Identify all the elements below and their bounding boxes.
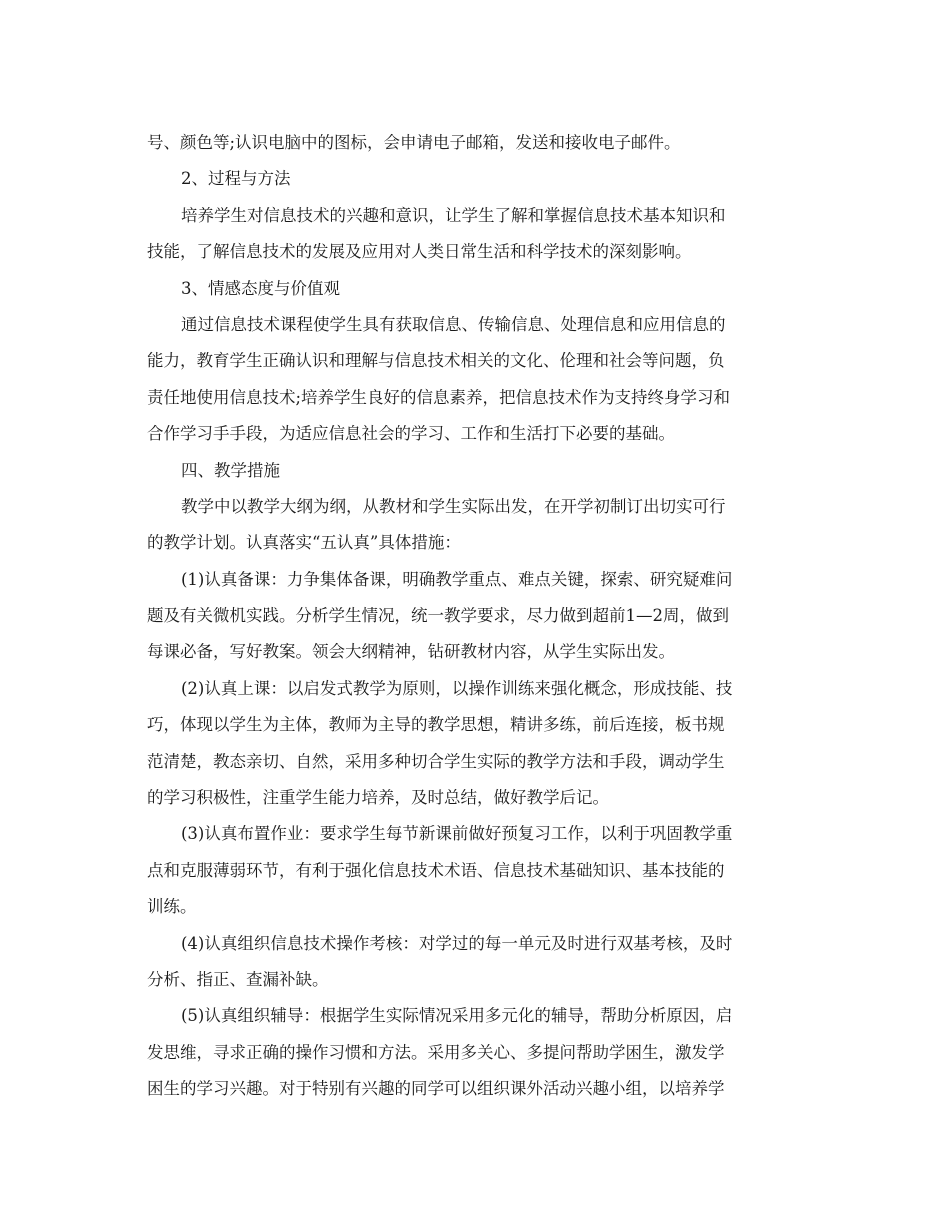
text-line: 题及有关微机实践。分析学生情况，统一教学要求，尽力做到超前1—2周，做到 [147, 606, 729, 626]
text-line: 2、过程与方法 [181, 169, 291, 189]
text-line: 培养学生对信息技术的兴趣和意识，让学生了解和掌握信息技术基本知识和 [181, 205, 726, 225]
text-line: 点和克服薄弱环节，有利于强化信息技术术语、信息技术基础知识、基本技能的 [147, 860, 725, 880]
text-line: 通过信息技术课程使学生具有获取信息、传输信息、处理信息和应用信息的 [181, 314, 726, 334]
text-line: 教学中以教学大纲为纲，从教材和学生实际出发，在开学初制订出切实可行 [181, 496, 726, 516]
text-line: 的教学计划。认真落实“五认真”具体措施： [147, 533, 461, 553]
text-line: (5)认真组织辅导：根据学生实际情况采用多元化的辅导，帮助分析原因，启 [181, 1006, 733, 1026]
text-line: (4)认真组织信息技术操作考核：对学过的每一单元及时进行双基考核，及时 [181, 933, 733, 953]
text-line: 分析、指正、查漏补缺。 [147, 969, 329, 989]
text-line: 四、教学措施 [181, 460, 280, 480]
text-line: 责任地使用信息技术;培养学生良好的信息素养，把信息技术作为支持终身学习和 [147, 387, 731, 407]
text-line: 能力，教育学生正确认识和理解与信息技术相关的文化、伦理和社会等问题，负 [147, 351, 725, 371]
text-line: 巧，体现以学生为主体，教师为主导的教学思想，精讲多练，前后连接，板书规 [147, 715, 725, 735]
text-line: 合作学习手手段，为适应信息社会的学习、工作和生活打下必要的基础。 [147, 424, 675, 444]
text-line: 发思维，寻求正确的操作习惯和方法。采用多关心、多提问帮助学困生，激发学 [147, 1042, 725, 1062]
text-line: 范清楚，教态亲切、自然，采用多种切合学生实际的教学方法和手段，调动学生 [147, 751, 725, 771]
text-line: 号、颜色等;认识电脑中的图标，会申请电子邮箱，发送和接收电子邮件。 [147, 133, 681, 152]
text-line: 3、情感态度与价值观 [181, 278, 340, 298]
text-line: (3)认真布置作业：要求学生每节新课前做好预复习工作，以利于巩固教学重 [181, 824, 733, 844]
document-body [147, 125, 815, 1108]
text-line: (1)认真备课：力争集体备课，明确教学重点、难点关键，探索、研究疑难问 [181, 569, 733, 589]
text-line: 的学习积极性，注重学生能力培养，及时总结，做好教学后记。 [147, 788, 609, 808]
text-line: 训练。 [147, 897, 197, 917]
text-line: (2)认真上课：以启发式教学为原则，以操作训练来强化概念，形成技能、技 [181, 678, 733, 698]
text-line: 困生的学习兴趣。对于特别有兴趣的同学可以组织课外活动兴趣小组，以培养学 [147, 1079, 725, 1099]
text-line: 技能，了解信息技术的发展及应用对人类日常生活和科学技术的深刻影响。 [147, 242, 692, 262]
text-line: 每课必备，写好教案。领会大纲精神，钻研教材内容，从学生实际出发。 [147, 642, 675, 662]
